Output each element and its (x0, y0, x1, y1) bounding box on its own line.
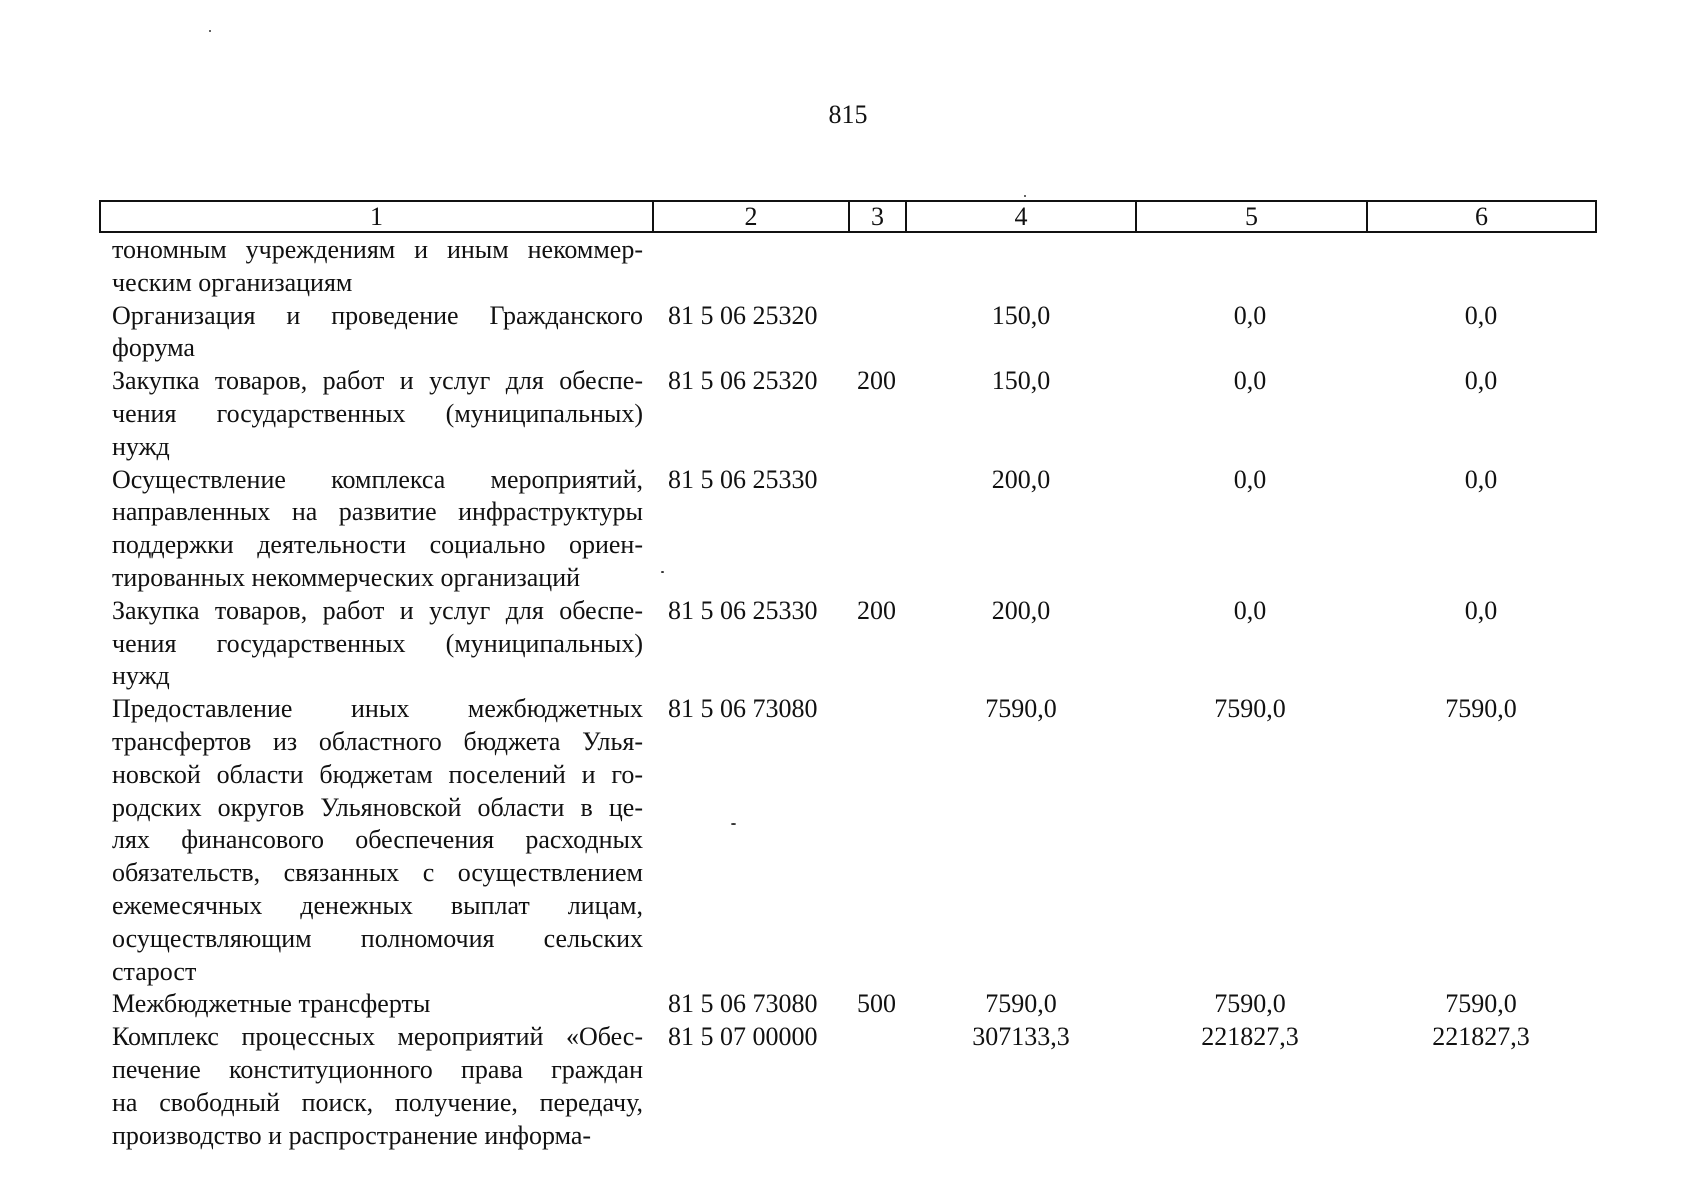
scan-speck (1024, 195, 1026, 197)
row-name (112, 1021, 643, 1152)
row-name-line: новской области бюджетам поселений и го- (112, 759, 643, 789)
row-name-line: чения государственных (муниципальных) (112, 628, 643, 658)
row-name-line: лях финансового обеспечения расходных (112, 825, 643, 855)
row-name (112, 595, 643, 693)
row-name-line: Комплекс процессных мероприятий «Обес- (112, 1022, 643, 1052)
row-name-line: производство и распространение информа- (112, 1120, 592, 1150)
table-body (0, 234, 1696, 1152)
column-header-5: 5 (1137, 202, 1368, 231)
row-code: 81 5 06 25320 (668, 300, 818, 330)
row-value-col4: 200,0 (991, 464, 1051, 494)
row-name-line: Закупка товаров, работ и услуг для обеспе- (112, 366, 643, 396)
row-value-col4: 150,0 (991, 366, 1051, 396)
row-code: 81 5 06 73080 (668, 989, 818, 1019)
row-name-line: тированных некоммерческих организаций (112, 562, 581, 592)
row-name-line: Закупка товаров, работ и услуг для обеспе- (112, 595, 643, 625)
row-name-line: Предоставление иных межбюджетных (112, 694, 643, 724)
table-header (99, 200, 1597, 233)
row-value-col6: 221827,3 (1432, 1022, 1530, 1052)
row-code: 81 5 06 25330 (668, 464, 818, 494)
row-value-col6: 7590,0 (1445, 694, 1517, 724)
row-name (112, 988, 643, 1021)
page-number: 815 (828, 100, 868, 129)
scan-speck (209, 30, 211, 32)
row-value-col5: 221827,3 (1201, 1022, 1299, 1052)
row-value-col5: 7590,0 (1214, 694, 1286, 724)
row-code: 81 5 07 00000 (668, 1022, 818, 1052)
table-row (0, 1021, 1696, 1152)
table-row (0, 365, 1696, 463)
column-header-1: 1 (101, 202, 654, 231)
row-name-line: старост (112, 956, 197, 986)
row-name-line: Осуществление комплекса мероприятий, (112, 464, 643, 494)
row-value-col5: 0,0 (1233, 366, 1267, 396)
table-row (0, 988, 1696, 1021)
row-value-col5: 0,0 (1233, 595, 1267, 625)
row-name-line: тономным учреждениям и иным некоммер- (112, 235, 643, 264)
row-name-line: печение конституционного права граждан (112, 1054, 643, 1084)
row-name-line: осуществляющим полномочия сельских (112, 923, 643, 953)
row-name-line: Межбюджетные трансферты (112, 989, 431, 1019)
row-name-line: Организация и проведение Гражданского (112, 300, 643, 330)
table-row (0, 234, 1696, 300)
row-name-line: ческим организациям (112, 267, 353, 297)
table-row (0, 693, 1696, 988)
table-row (0, 464, 1696, 595)
row-value-col4: 7590,0 (985, 694, 1057, 724)
row-expense-type: 500 (857, 989, 896, 1019)
row-expense-type: 200 (857, 366, 896, 396)
row-value-col5: 0,0 (1233, 300, 1267, 330)
column-header-4: 4 (907, 202, 1137, 231)
row-value-col6: 0,0 (1464, 464, 1498, 494)
row-name (112, 693, 643, 988)
row-name-line: на свободный поиск, получение, передачу, (112, 1087, 643, 1117)
row-name-line: трансфертов из областного бюджета Улья- (112, 726, 643, 756)
row-name-line: форума (112, 333, 195, 363)
row-name-line: поддержки деятельности социально ориен- (112, 530, 643, 560)
row-name (112, 300, 643, 366)
row-name (112, 464, 643, 595)
row-value-col4: 307133,3 (972, 1022, 1070, 1052)
row-value-col6: 0,0 (1464, 300, 1498, 330)
row-name-line: нужд (112, 431, 170, 461)
row-value-col5: 7590,0 (1214, 989, 1286, 1019)
table-row (0, 595, 1696, 693)
row-code: 81 5 06 73080 (668, 694, 818, 724)
row-value-col4: 7590,0 (985, 989, 1057, 1019)
row-expense-type: 200 (857, 595, 896, 625)
row-name-line: нужд (112, 661, 170, 691)
row-name (112, 234, 643, 300)
row-value-col6: 7590,0 (1445, 989, 1517, 1019)
row-value-col6: 0,0 (1464, 595, 1498, 625)
row-value-col5: 0,0 (1233, 464, 1267, 494)
row-name-line: направленных на развитие инфраструктуры (112, 497, 643, 527)
column-header-2: 2 (654, 202, 850, 231)
row-value-col6: 0,0 (1464, 366, 1498, 396)
row-name-line: родских округов Ульяновской области в це- (112, 792, 643, 822)
row-value-col4: 150,0 (991, 300, 1051, 330)
row-name-line: ежемесячных денежных выплат лицам, (112, 890, 643, 920)
table-row (0, 300, 1696, 366)
column-header-3: 3 (850, 202, 907, 231)
row-name (112, 365, 643, 463)
column-header-6: 6 (1475, 202, 1488, 231)
row-name-line: обязательств, связанных с осуществлением (112, 858, 643, 888)
row-code: 81 5 06 25330 (668, 595, 818, 625)
row-code: 81 5 06 25320 (668, 366, 818, 396)
row-value-col4: 200,0 (991, 595, 1051, 625)
row-name-line: чения государственных (муниципальных) (112, 398, 643, 428)
